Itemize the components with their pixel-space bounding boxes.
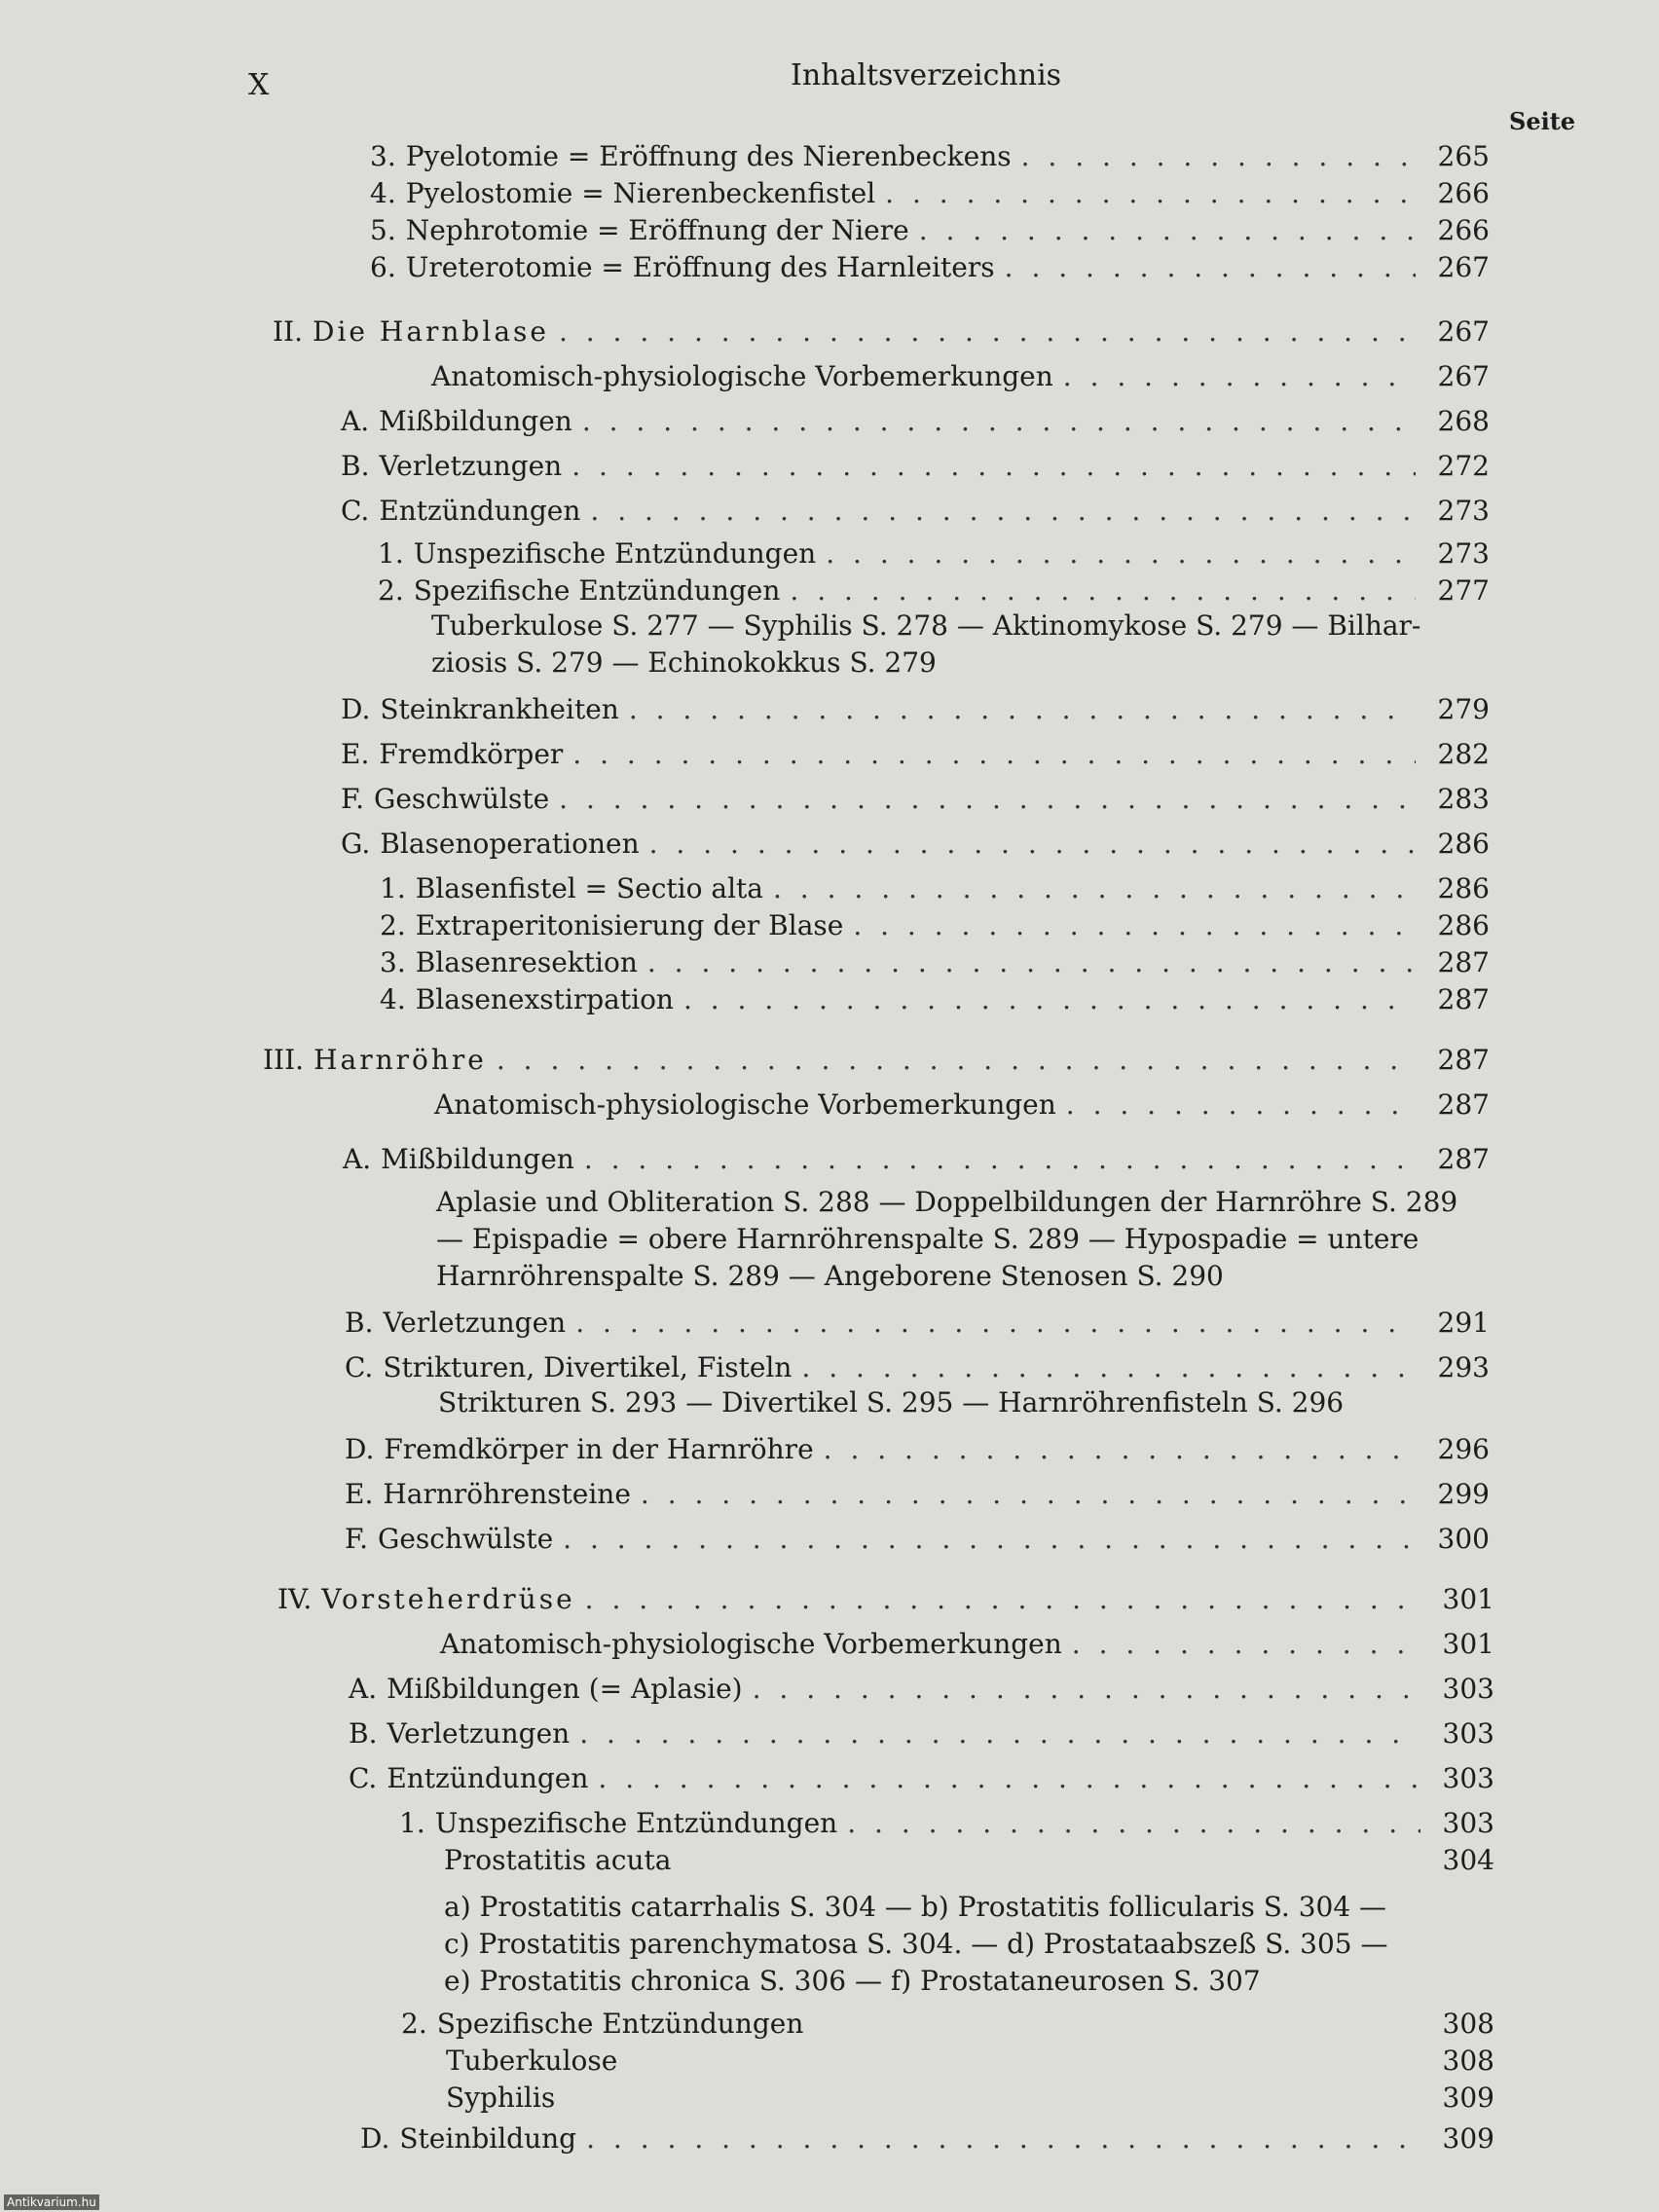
entry-number: 2. bbox=[401, 2008, 427, 2040]
entry-title: Steinbildung bbox=[399, 2122, 577, 2155]
leader-dots bbox=[590, 493, 1416, 530]
entry-title: Steinkrankheiten bbox=[380, 693, 619, 725]
entry-number: 1. bbox=[378, 537, 404, 570]
entry-number: 4. bbox=[380, 983, 406, 1015]
entry-number: 3. bbox=[370, 140, 396, 172]
leader-dots bbox=[826, 535, 1416, 572]
leader-dots bbox=[753, 1671, 1420, 1708]
entry-number: A. bbox=[343, 1143, 372, 1175]
entry-title: Anatomisch-physiologische Vorbemerkungen bbox=[434, 1088, 1056, 1121]
leader-dots bbox=[1063, 358, 1416, 395]
leader-dots bbox=[572, 736, 1416, 773]
entry-title: Blasenoperationen bbox=[380, 828, 640, 860]
sub-detail-line: Harnröhrenspalte S. 289 — Angeborene Stenosen S. 290 bbox=[436, 1260, 1224, 1292]
entry-title: Unspezifische Entzündungen bbox=[413, 537, 817, 570]
entry-number: B. bbox=[341, 450, 370, 482]
entry-page: 286 bbox=[1437, 872, 1490, 904]
entry-number: 4. bbox=[370, 177, 396, 209]
entry-page: 265 bbox=[1437, 140, 1490, 172]
leader-dots bbox=[641, 1476, 1416, 1513]
toc-entry bbox=[446, 2080, 1494, 2117]
entry-title: Pyelotomie = Eröffnung des Nierenbeckens bbox=[405, 140, 1012, 172]
leader-dots bbox=[629, 691, 1416, 728]
entry-title: Nephrotomie = Eröffnung der Niere bbox=[405, 214, 909, 246]
page-numeral: X bbox=[248, 68, 270, 102]
entry-page: 273 bbox=[1437, 495, 1490, 527]
sub-detail-line: c) Prostatitis parenchymatosa S. 304. — d) Prostataabszeß S. 305 — bbox=[444, 1928, 1388, 1960]
toc-entry bbox=[380, 870, 1490, 907]
toc-section-entry bbox=[277, 1581, 1494, 1618]
toc-entry bbox=[380, 907, 1490, 944]
entry-number: A. bbox=[349, 1673, 378, 1705]
entry-number: A. bbox=[341, 405, 370, 437]
leader-dots bbox=[1005, 249, 1416, 286]
entry-title: Strikturen, Divertikel, Fisteln bbox=[383, 1351, 793, 1383]
leader-dots bbox=[853, 907, 1416, 944]
toc-entry bbox=[370, 175, 1490, 212]
entry-page: 287 bbox=[1437, 946, 1490, 978]
entry-number: C. bbox=[345, 1351, 374, 1383]
entry-number: 3. bbox=[380, 946, 406, 978]
entry-page: 291 bbox=[1437, 1307, 1490, 1339]
entry-title: Ureterotomie = Eröffnung des Harnleiters bbox=[405, 251, 995, 283]
entry-number: E. bbox=[341, 738, 370, 770]
entry-page: 277 bbox=[1437, 574, 1490, 607]
entry-title: Vorsteherdrüse bbox=[321, 1583, 575, 1615]
leader-dots bbox=[790, 572, 1416, 609]
entry-page: 304 bbox=[1442, 1844, 1494, 1876]
entry-page: 301 bbox=[1442, 1628, 1494, 1660]
toc-entry bbox=[446, 2043, 1494, 2080]
entry-page: 282 bbox=[1437, 738, 1490, 770]
entry-number: 1. bbox=[380, 872, 406, 904]
entry-number: D. bbox=[341, 693, 371, 725]
entry-page: 286 bbox=[1437, 828, 1490, 860]
entry-number: F. bbox=[341, 783, 364, 815]
leader-dots bbox=[1021, 138, 1416, 175]
entry-page: 308 bbox=[1442, 2008, 1494, 2040]
entry-title: Harnröhrensteine bbox=[383, 1478, 631, 1510]
leader-dots bbox=[773, 870, 1416, 907]
leader-dots bbox=[497, 1042, 1416, 1079]
entry-page: 299 bbox=[1437, 1478, 1490, 1510]
entry-title: Pyelostomie = Nierenbeckenfistel bbox=[405, 177, 876, 209]
entry-title: Verletzungen bbox=[383, 1307, 567, 1339]
entry-title: Verletzungen bbox=[387, 1717, 571, 1750]
entry-number: IV. bbox=[277, 1583, 313, 1615]
leader-dots bbox=[824, 1431, 1416, 1468]
entry-page: 301 bbox=[1442, 1583, 1494, 1615]
toc-entry bbox=[341, 448, 1490, 485]
leader-dots bbox=[647, 944, 1416, 981]
toc-entry bbox=[401, 2006, 1494, 2043]
leader-dots bbox=[1066, 1087, 1416, 1124]
entry-title: Unspezifische Entzündungen bbox=[434, 1807, 838, 1839]
entry-number: 6. bbox=[370, 251, 396, 283]
entry-page: 303 bbox=[1442, 1673, 1494, 1705]
toc-entry bbox=[370, 212, 1490, 249]
entry-number: 2. bbox=[378, 574, 404, 607]
entry-page: 287 bbox=[1437, 1143, 1490, 1175]
leader-dots bbox=[649, 826, 1416, 863]
entry-page: 272 bbox=[1437, 450, 1490, 482]
leader-dots bbox=[801, 1349, 1416, 1386]
entry-title: Fremdkörper bbox=[379, 738, 564, 770]
entry-page: 267 bbox=[1437, 251, 1490, 283]
toc-entry bbox=[341, 826, 1490, 863]
watermark: Antikvarium.hu bbox=[4, 2194, 99, 2210]
toc-entry bbox=[380, 944, 1490, 981]
toc-entry bbox=[434, 1087, 1490, 1124]
leader-dots bbox=[598, 1760, 1420, 1797]
toc-section-entry bbox=[273, 313, 1490, 350]
toc-entry bbox=[380, 981, 1490, 1018]
leader-dots bbox=[919, 212, 1416, 249]
entry-page: 266 bbox=[1437, 214, 1490, 246]
toc-section-entry bbox=[263, 1042, 1490, 1079]
toc-entry bbox=[349, 1671, 1494, 1708]
seite-label: Seite bbox=[1509, 107, 1576, 135]
entry-number: F. bbox=[345, 1523, 368, 1555]
toc-entry bbox=[341, 691, 1490, 728]
entry-number: D. bbox=[360, 2122, 390, 2155]
leader-dots bbox=[559, 781, 1416, 818]
entry-page: 309 bbox=[1442, 2082, 1494, 2114]
toc-entry bbox=[378, 572, 1490, 609]
entry-number: C. bbox=[341, 495, 370, 527]
sub-detail-line: a) Prostatitis catarrhalis S. 304 — b) Prostatitis follicularis S. 304 — bbox=[444, 1891, 1387, 1923]
entry-title: Mißbildungen bbox=[381, 1143, 574, 1175]
entry-number: B. bbox=[349, 1717, 378, 1750]
entry-title: Prostatitis acuta bbox=[444, 1844, 672, 1876]
entry-title: Geschwülste bbox=[377, 1523, 554, 1555]
entry-number: G. bbox=[341, 828, 371, 860]
leader-dots bbox=[1072, 1626, 1420, 1663]
leader-dots bbox=[683, 981, 1416, 1018]
leader-dots bbox=[847, 1805, 1420, 1842]
entry-title: Anatomisch-physiologische Vorbemerkungen bbox=[440, 1628, 1062, 1660]
toc-entry bbox=[343, 1141, 1490, 1178]
entry-title: Entzündungen bbox=[387, 1762, 589, 1794]
entry-title: Blasenexstirpation bbox=[415, 983, 674, 1015]
toc-entry bbox=[345, 1476, 1490, 1513]
entry-title: Extraperitonisierung der Blase bbox=[415, 909, 844, 941]
sub-detail-line: Strikturen S. 293 — Divertikel S. 295 — Harnröhrenfisteln S. 296 bbox=[438, 1386, 1345, 1419]
entry-page: 303 bbox=[1442, 1717, 1494, 1750]
entry-page: 309 bbox=[1442, 2122, 1494, 2155]
entry-title: Harnröhre bbox=[313, 1044, 487, 1076]
entry-page: 267 bbox=[1437, 360, 1490, 392]
leader-dots bbox=[563, 1521, 1416, 1558]
toc-entry bbox=[370, 138, 1490, 175]
entry-title: Spezifische Entzündungen bbox=[413, 574, 781, 607]
entry-page: 268 bbox=[1437, 405, 1490, 437]
entry-title: Entzündungen bbox=[379, 495, 581, 527]
entry-title: Tuberkulose bbox=[446, 2045, 618, 2077]
toc-entry bbox=[341, 781, 1490, 818]
entry-page: 266 bbox=[1437, 177, 1490, 209]
leader-dots bbox=[571, 448, 1416, 485]
toc-entry bbox=[341, 493, 1490, 530]
entry-page: 267 bbox=[1437, 315, 1490, 348]
leader-dots bbox=[582, 403, 1416, 440]
entry-page: 287 bbox=[1437, 1044, 1490, 1076]
entry-page: 283 bbox=[1437, 783, 1490, 815]
toc-entry bbox=[341, 736, 1490, 773]
sub-detail-line: Aplasie und Obliteration S. 288 — Doppelbildungen der Harnröhre S. 289 bbox=[436, 1186, 1458, 1218]
entry-page: 293 bbox=[1437, 1351, 1490, 1383]
entry-title: Syphilis bbox=[446, 2082, 556, 2114]
entry-page: 286 bbox=[1437, 909, 1490, 941]
entry-number: D. bbox=[345, 1433, 375, 1465]
toc-entry bbox=[349, 1760, 1494, 1797]
sub-detail-line: — Epispadie = obere Harnröhrenspalte S. 289 — Hypospadie = untere bbox=[436, 1223, 1419, 1255]
entry-title: Mißbildungen (= Aplasie) bbox=[387, 1673, 743, 1705]
toc-entry bbox=[345, 1521, 1490, 1558]
entry-title: Anatomisch-physiologische Vorbemerkungen bbox=[431, 360, 1053, 392]
entry-title: Blasenresektion bbox=[415, 946, 638, 978]
entry-number: 2. bbox=[380, 909, 406, 941]
entry-page: 303 bbox=[1442, 1807, 1494, 1839]
sub-detail-line: ziosis S. 279 — Echinokokkus S. 279 bbox=[431, 646, 937, 679]
leader-dots bbox=[559, 313, 1416, 350]
toc-entry bbox=[349, 1715, 1494, 1752]
entry-page: 287 bbox=[1437, 983, 1490, 1015]
toc-entry bbox=[431, 358, 1490, 395]
toc-entry bbox=[345, 1431, 1490, 1468]
page-title: Inhaltsverzeichnis bbox=[791, 58, 1062, 92]
leader-dots bbox=[586, 2120, 1420, 2157]
entry-title: Mißbildungen bbox=[379, 405, 572, 437]
entry-page: 273 bbox=[1437, 537, 1490, 570]
toc-entry bbox=[360, 2120, 1494, 2157]
entry-title: Spezifische Entzündungen bbox=[436, 2008, 804, 2040]
entry-title: Verletzungen bbox=[379, 450, 563, 482]
entry-number: C. bbox=[349, 1762, 378, 1794]
leader-dots bbox=[575, 1305, 1416, 1342]
toc-entry bbox=[345, 1349, 1490, 1386]
entry-number: 1. bbox=[399, 1807, 425, 1839]
sub-detail-line: e) Prostatitis chronica S. 306 — f) Prostataneurosen S. 307 bbox=[444, 1965, 1261, 1997]
entry-number: E. bbox=[345, 1478, 374, 1510]
entry-number: 5. bbox=[370, 214, 396, 246]
leader-dots bbox=[585, 1581, 1420, 1618]
toc-entry bbox=[378, 535, 1490, 572]
leader-dots bbox=[584, 1141, 1416, 1178]
entry-title: Fremdkörper in der Harnröhre bbox=[384, 1433, 814, 1465]
entry-title: Die Harnblase bbox=[313, 315, 549, 348]
entry-title: Geschwülste bbox=[373, 783, 550, 815]
entry-page: 287 bbox=[1437, 1088, 1490, 1121]
leader-dots bbox=[579, 1715, 1420, 1752]
toc-entry bbox=[399, 1805, 1494, 1842]
entry-number: B. bbox=[345, 1307, 374, 1339]
entry-title: Blasenfistel = Sectio alta bbox=[415, 872, 763, 904]
leader-dots bbox=[885, 175, 1416, 212]
entry-number: II. bbox=[273, 315, 304, 348]
entry-page: 300 bbox=[1437, 1523, 1490, 1555]
entry-page: 308 bbox=[1442, 2045, 1494, 2077]
toc-entry bbox=[440, 1626, 1494, 1663]
toc-entry bbox=[370, 249, 1490, 286]
entry-number: III. bbox=[263, 1044, 305, 1076]
entry-page: 303 bbox=[1442, 1762, 1494, 1794]
toc-entry bbox=[341, 403, 1490, 440]
entry-page: 296 bbox=[1437, 1433, 1490, 1465]
toc-entry bbox=[345, 1305, 1490, 1342]
toc-entry bbox=[444, 1842, 1494, 1879]
entry-page: 279 bbox=[1437, 693, 1490, 725]
sub-detail-line: Tuberkulose S. 277 — Syphilis S. 278 — Aktinomykose S. 279 — Bilhar- bbox=[431, 609, 1421, 642]
